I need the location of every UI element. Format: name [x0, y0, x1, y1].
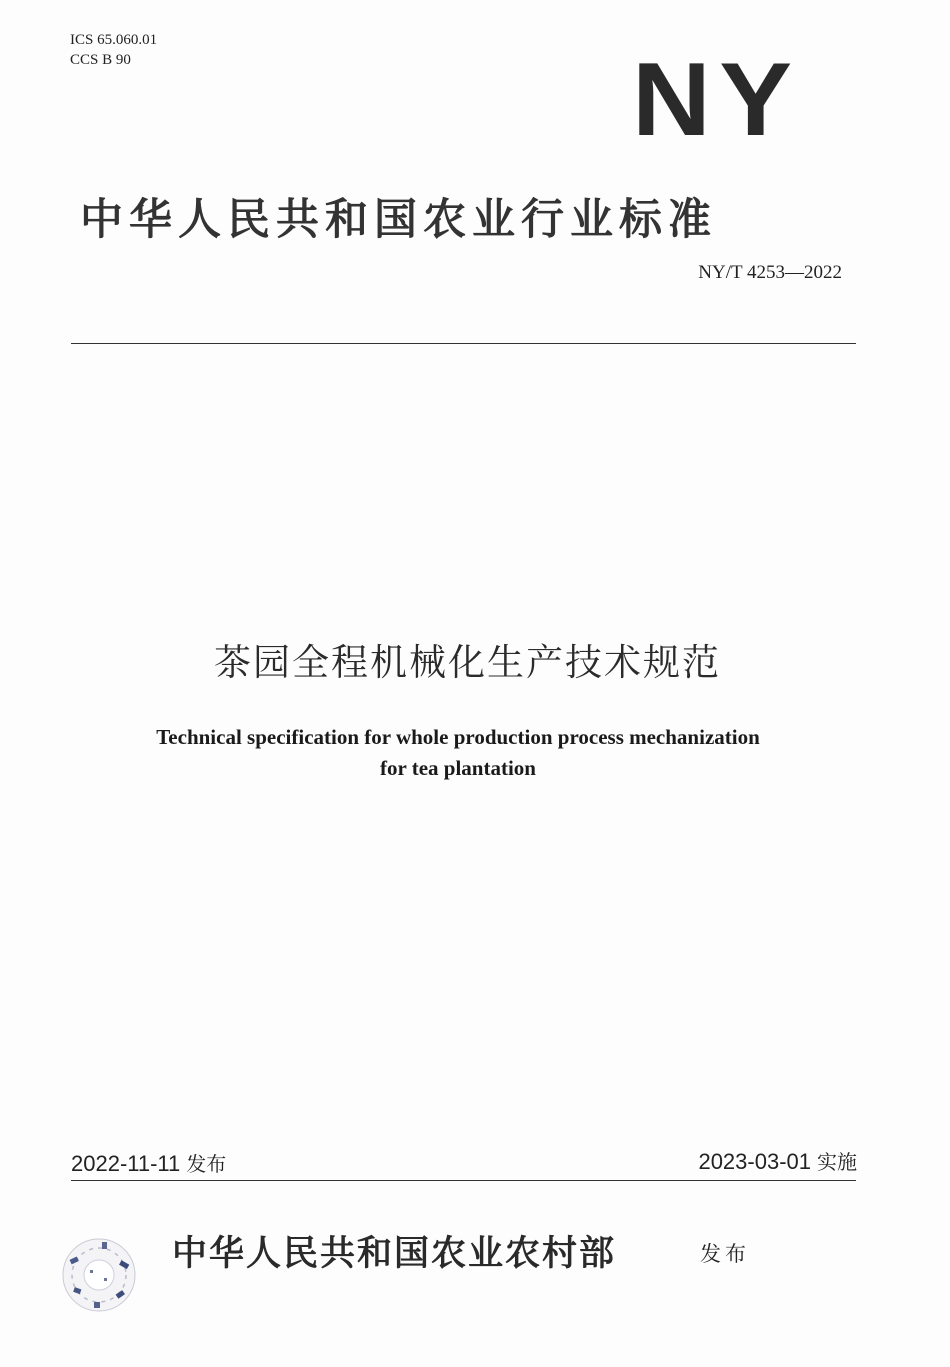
document-title-cn: 茶园全程机械化生产技术规范: [214, 641, 721, 684]
issue-label: 发布: [186, 1152, 227, 1176]
standard-number: NY/T 4253—2022: [698, 262, 842, 283]
publish-label: 发布: [700, 1242, 750, 1266]
implement-date: 2023-03-01: [698, 1149, 811, 1174]
bottom-divider: [71, 1180, 856, 1181]
issue-date: 2022-11-11: [71, 1151, 181, 1176]
ics-code: ICS 65.060.01: [70, 32, 158, 48]
title-en-line1: Technical specification for whole production process mechanization: [156, 725, 760, 749]
standard-category-title: 中华人民共和国农业行业标准: [80, 195, 717, 245]
document-title-en: [0, 722, 916, 784]
classification-codes: [70, 30, 157, 70]
ccs-code: CCS B 90: [70, 52, 131, 68]
ny-logo: NY: [632, 42, 801, 158]
top-divider: [71, 343, 856, 344]
implement-date-block: [698, 1146, 857, 1175]
ministry-seal-icon: [60, 1236, 138, 1314]
title-en-line2: for tea plantation: [380, 756, 536, 780]
implement-label: 实施: [817, 1150, 857, 1174]
issue-date-block: [71, 1148, 226, 1177]
publisher-name: 中华人民共和国农业农村部: [172, 1233, 617, 1274]
